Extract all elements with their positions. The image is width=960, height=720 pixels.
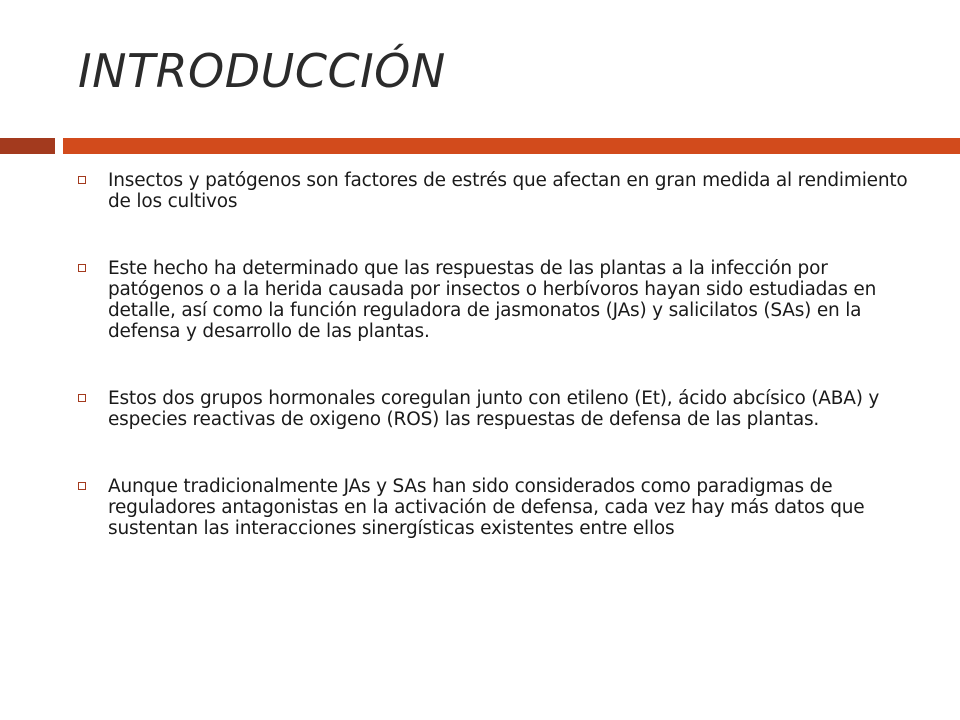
accent-bar-left <box>0 138 55 154</box>
hollow-square-icon <box>78 176 86 184</box>
slide-title: INTRODUCCIÓN <box>78 44 446 98</box>
bullet-text: Aunque tradicionalmente JAs y SAs han sido considerados como paradigmas de reguladores antagonistas en la activación de defensa, cada vez hay más datos que sustentan las interacciones sinergísticas existentes entre ellos <box>108 476 865 539</box>
bullet-text: Este hecho ha determinado que las respuestas de las plantas a la infección por patógenos o a la herida causada por insectos o herbívoros hayan sido estudiadas en detalle, así como la función reguladora de jasmonatos (JAs) y salicilatos (SAs) en la defensa y desarrollo de las plantas. <box>108 258 877 342</box>
bullet-text: Insectos y patógenos son factores de estrés que afectan en gran medida al rendimiento de los cultivos <box>108 170 908 212</box>
bullet-list <box>78 170 918 585</box>
bullet-item <box>78 388 918 430</box>
bullet-item <box>78 476 918 539</box>
bullet-text: Estos dos grupos hormonales coregulan junto con etileno (Et), ácido abcísico (ABA) y especies reactivas de oxigeno (ROS) las respuestas de defensa de las plantas. <box>108 388 880 430</box>
bullet-item <box>78 170 918 212</box>
bullet-item <box>78 258 918 342</box>
accent-bar-right <box>63 138 960 154</box>
hollow-square-icon <box>78 264 86 272</box>
hollow-square-icon <box>78 394 86 402</box>
hollow-square-icon <box>78 482 86 490</box>
